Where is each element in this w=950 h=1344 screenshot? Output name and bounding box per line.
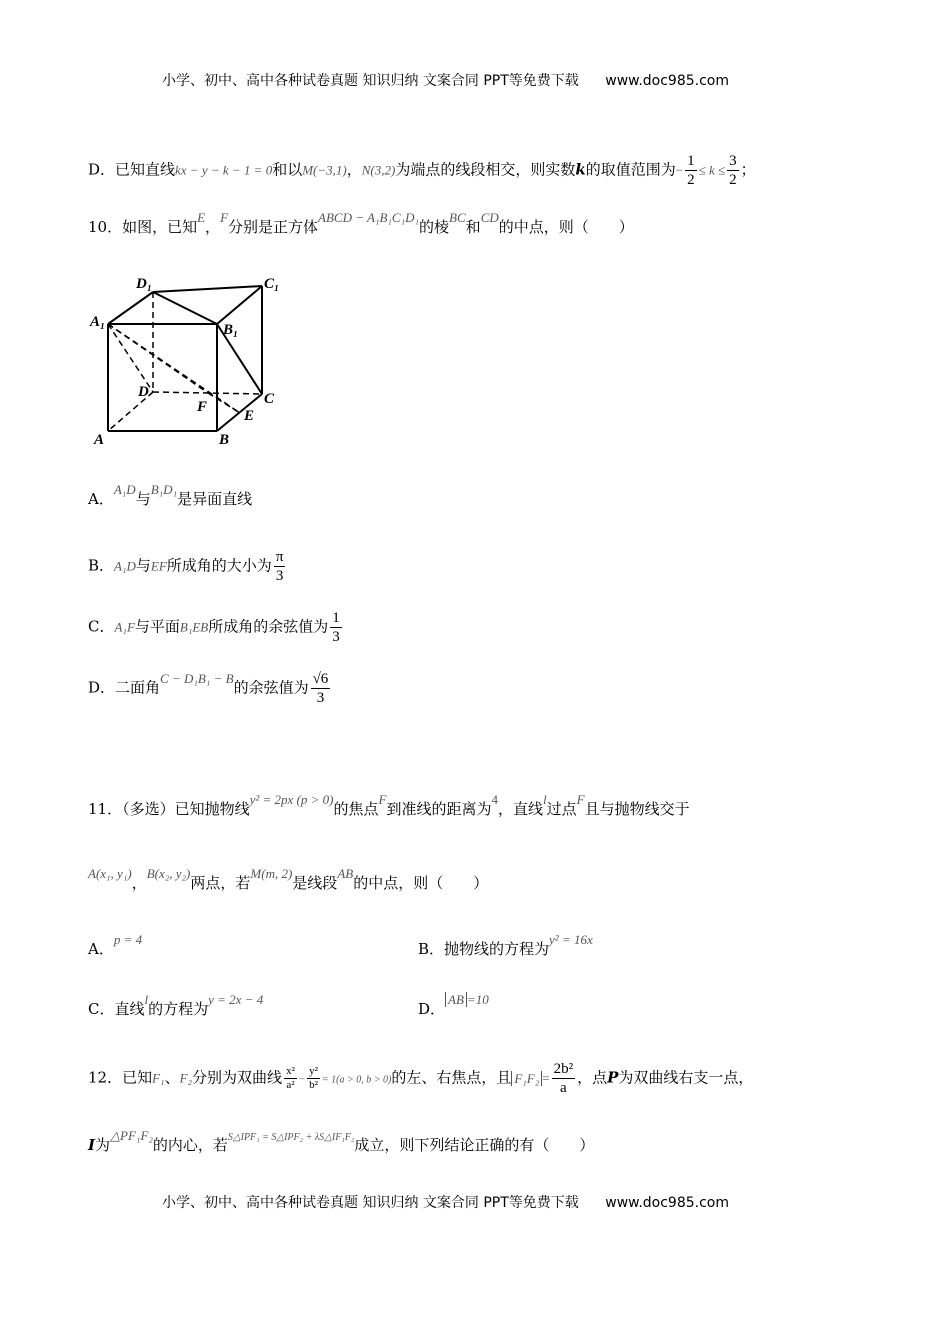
- q10c-frac: [330, 609, 342, 646]
- q12-p: P: [607, 1068, 619, 1087]
- q12-num: 2b²: [553, 1061, 574, 1077]
- q12-hyp-y: y²: [309, 1065, 318, 1077]
- q9d-frac1: [685, 152, 697, 189]
- q10c-m1: A₁F: [114, 619, 135, 635]
- q9d-mid3: 的取值范围为: [585, 160, 676, 179]
- q10d-label: D．二面角: [88, 678, 161, 697]
- q12-f1f2: F₁F₂: [511, 1071, 542, 1086]
- q12-sep: 、: [164, 1068, 180, 1087]
- q10-comma: ，: [205, 218, 221, 236]
- q9-option-d: [88, 152, 756, 189]
- q11d-label: D．: [418, 1000, 446, 1018]
- q9d-point-n: N(3,2): [361, 162, 396, 178]
- q9d-mid1: 和以: [272, 160, 303, 179]
- q9d-mid2: 为端点的线段相交，则实数: [395, 160, 576, 179]
- q10c-m2: B₁EB: [179, 619, 209, 635]
- q9d-prefix: D．已知直线: [88, 160, 176, 179]
- q10c-label: C．: [88, 617, 115, 636]
- q12-hyp-minus: −: [298, 1073, 306, 1086]
- q12-hyp-rest: = 1(a > 0, b > 0): [321, 1074, 392, 1086]
- q10c-num: 1: [332, 610, 340, 626]
- q11-comma: ，: [131, 874, 147, 892]
- q10-cd: CD: [480, 210, 499, 225]
- q9d-frac1-num: 1: [687, 153, 695, 169]
- q10b-m2: EF: [150, 558, 167, 574]
- q12-stem-line1: [88, 1060, 753, 1097]
- q10a-m1: A₁D: [113, 482, 136, 497]
- q9d-frac2: [727, 152, 739, 189]
- q10-and: 和: [465, 218, 481, 236]
- q10b-t1: 与: [135, 556, 151, 575]
- q10-e: E: [197, 210, 206, 225]
- q12-mid5: 的内心，若: [152, 1136, 228, 1154]
- q10-option-b: [88, 548, 287, 585]
- q11-stem-line2: [88, 866, 489, 893]
- q11-pa: A(x₁, y₁): [88, 866, 132, 881]
- label-c1: C₁: [264, 276, 280, 292]
- q12-f1: F₁: [152, 1070, 165, 1086]
- q10-end: 的中点，则（ ）: [498, 218, 634, 236]
- q12-hyp-frac-x: [284, 1065, 297, 1092]
- q9d-point-m: M(−3,1): [302, 162, 347, 178]
- q11-pm: M(m, 2): [250, 866, 293, 881]
- q11a-m: p = 4: [113, 932, 143, 947]
- q10-bc: BC: [449, 210, 466, 225]
- label-a1: A₁: [90, 314, 106, 330]
- q12-eq: =: [542, 1070, 550, 1086]
- q10b-t2: 所成角的大小为: [166, 556, 272, 575]
- q10c-den: 3: [332, 629, 340, 645]
- q10-option-d: [88, 670, 332, 707]
- q11-end2: 的中点，则（ ）: [353, 874, 489, 892]
- q12-end1: 为双曲线右支一点，: [618, 1068, 754, 1087]
- q11-mid4: 过点: [546, 800, 577, 818]
- q10b-num: π: [275, 549, 284, 565]
- q10c-t2: 所成角的余弦值为: [208, 617, 329, 636]
- q10d-t1: 的余弦值为: [233, 678, 309, 697]
- q12-area-eq: S△IPF₁ = S△IPF₂ + λS△IF₁F₂: [227, 1132, 355, 1143]
- q12-mid3: ，点: [577, 1068, 608, 1087]
- q11-mid1: 的焦点: [333, 800, 379, 818]
- q12-f2: F₂: [179, 1070, 193, 1086]
- q12-i: I: [88, 1136, 96, 1154]
- q12-hyp-b: b²: [309, 1079, 318, 1091]
- q11-l: l: [542, 792, 547, 807]
- q11-mid5: 两点，若: [190, 874, 251, 892]
- q11-option-c: [88, 992, 264, 1019]
- q10a-label: A．: [88, 490, 114, 508]
- q10-cube: ABCD − A₁B₁C₁D₁: [318, 210, 420, 225]
- q11-mid6: 是线段: [292, 874, 338, 892]
- page-footer: [162, 1192, 729, 1212]
- q9d-k: k: [575, 160, 586, 179]
- q11-f: F: [378, 792, 387, 807]
- q11a-label: A．: [88, 940, 114, 958]
- q11b-label: B．抛物线的方程为: [418, 940, 550, 958]
- q12-frac: [552, 1060, 576, 1097]
- q12-den: a: [560, 1080, 567, 1096]
- q11d-v: =10: [466, 992, 489, 1007]
- q10a-m2: B₁D₁: [150, 482, 178, 497]
- q9d-range-left: −: [675, 162, 684, 178]
- q10-option-c: [88, 609, 344, 646]
- q10b-m1: A₁D: [114, 558, 136, 574]
- q12-stem-line2: [88, 1128, 595, 1155]
- q11c-l: l: [144, 992, 149, 1007]
- q10d-m1: C − D₁B₁ − B: [160, 670, 234, 686]
- label-e: E: [244, 408, 255, 424]
- q12-hyp-frac-y: [307, 1065, 320, 1092]
- header-site: www.doc985.com: [605, 73, 729, 89]
- q11-ab: AB: [337, 866, 354, 881]
- footer-site: www.doc985.com: [605, 1195, 729, 1211]
- q11-mid2: 到准线的距离为: [386, 800, 492, 818]
- q10d-num: √6: [312, 671, 329, 687]
- q10b-label: B．: [88, 556, 115, 575]
- q11c-label: C．直线: [88, 1000, 145, 1018]
- q9d-frac1-den: 2: [687, 172, 695, 188]
- q9d-frac2-den: 2: [729, 172, 737, 188]
- q11-end1: 且与抛物线交于: [584, 800, 690, 818]
- q10a-t2: 是异面直线: [177, 490, 253, 508]
- q12-prefix: 12．已知: [88, 1068, 153, 1087]
- q11b-m: y² = 16x: [549, 932, 593, 947]
- q11-mid3: ，直线: [497, 800, 543, 818]
- q11-four: 4: [491, 792, 498, 807]
- q9d-range-mid: ≤ k ≤: [698, 162, 726, 178]
- q12-mid2: 的左、右焦点，且: [391, 1068, 512, 1087]
- q11-parabola: y² = 2px (p > 0): [249, 792, 334, 807]
- q10-option-a: [88, 482, 253, 509]
- label-b: B: [219, 432, 230, 448]
- label-d1: D₁: [136, 276, 153, 292]
- label-d: D: [138, 384, 149, 400]
- q12-tri: △PF₁F₂: [110, 1128, 153, 1143]
- q11c-t: 的方程为: [148, 1000, 209, 1018]
- q11-option-d: [418, 992, 489, 1019]
- q11-prefix: 11．（多选）已知抛物线: [88, 800, 250, 818]
- q11d-m: AB: [445, 992, 467, 1007]
- q10-f: F: [220, 210, 229, 225]
- q10-mid1: 分别是正方体: [228, 218, 319, 236]
- q11-option-b: [418, 932, 593, 959]
- q11-pb: B(x₂, y₂): [146, 866, 191, 881]
- q12-hyp-a: a²: [286, 1079, 295, 1091]
- q11-f2: F: [576, 792, 585, 807]
- q10b-den: 3: [275, 568, 284, 584]
- q10c-t1: 与平面: [134, 617, 180, 636]
- q10-stem: [88, 210, 634, 237]
- q12-end2: 成立，则下列结论正确的有（ ）: [354, 1136, 595, 1154]
- q9d-comma: ，: [346, 160, 362, 179]
- q11c-m: y = 2x − 4: [208, 992, 264, 1007]
- label-b1: B₁: [223, 322, 239, 338]
- header-text: 小学、初中、高中各种试卷真题 知识归纳 文案合同 PPT等免费下载: [162, 73, 579, 89]
- page-header: [162, 70, 729, 90]
- q9d-frac2-num: 3: [729, 153, 737, 169]
- label-c: C: [264, 391, 275, 407]
- footer-text: 小学、初中、高中各种试卷真题 知识归纳 文案合同 PPT等免费下载: [162, 1195, 579, 1211]
- q10d-den: 3: [316, 690, 325, 706]
- q11-stem-line1: [88, 792, 690, 819]
- q10d-frac: [311, 670, 331, 707]
- q11d-group: [445, 992, 489, 1007]
- q10-mid2: 的棱: [419, 218, 450, 236]
- q11-option-a: [88, 932, 143, 959]
- cube-figure: [86, 268, 296, 453]
- q10b-frac: [274, 548, 286, 585]
- q9d-line-eq: kx − y − k − 1 = 0: [175, 162, 273, 178]
- q12-mid4: 为: [95, 1136, 111, 1154]
- q12-mid1: 分别为双曲线: [192, 1068, 283, 1087]
- q12-hyp-x: x²: [286, 1065, 295, 1077]
- label-f: F: [197, 399, 208, 415]
- label-a: A: [94, 432, 105, 448]
- q10a-t1: 与: [135, 490, 151, 508]
- q10-prefix: 10．如图，已知: [88, 218, 198, 236]
- q9d-end: ；: [740, 160, 756, 179]
